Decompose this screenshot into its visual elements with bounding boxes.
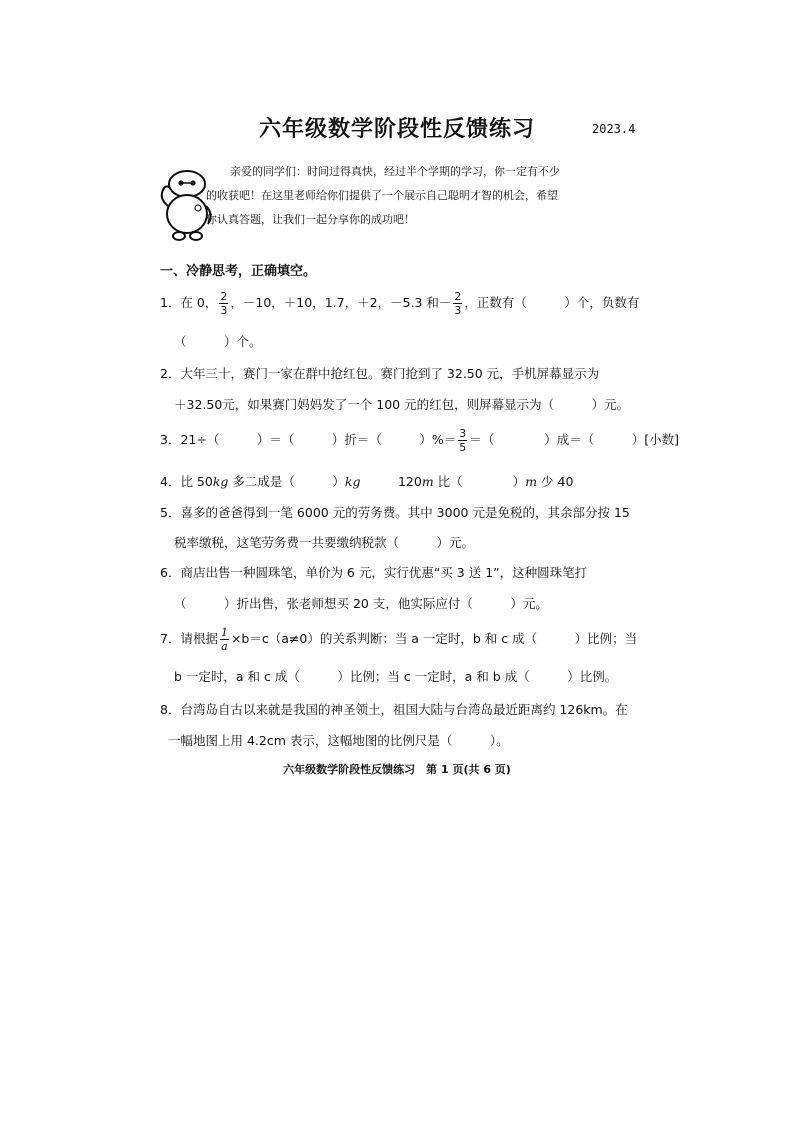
question-6-line-1: 6．商店出售一种圆珠笔，单价为 6 元，实行优惠“买 3 送 1”，这种圆珠笔打 — [160, 565, 588, 580]
fraction-denominator: a — [221, 640, 228, 653]
unit-kg: kg — [212, 474, 229, 489]
fraction-numerator: 1 — [220, 626, 228, 639]
question-8-line-1: 8．台湾岛自古以来就是我国的神圣领土，祖国大陆与台湾岛最近距离约 126km。在 — [160, 702, 628, 717]
fraction-numerator: 3 — [459, 427, 467, 440]
q4-text-a: 4．比 50 — [160, 474, 213, 489]
fraction-denominator: 3 — [220, 304, 228, 317]
section-heading: 一、冷静思考，正确填空。 — [160, 264, 317, 279]
page-footer: 六年级数学阶段性反馈练习 第 1 页(共 6 页) — [283, 763, 511, 776]
question-7-line-2: b 一定时，a 和 c 成（ ）比例；当 c 一定时，a 和 b 成（ ）比例。 — [174, 669, 618, 684]
q1-text-a: 1．在 0， — [160, 295, 218, 310]
fraction-two-thirds — [453, 290, 462, 317]
q1-text-c: ，正数有（ ）个，负数有 — [464, 295, 640, 310]
question-4 — [160, 472, 573, 490]
question-7-line-1 — [160, 626, 637, 653]
question-2-line-2: ＋32.50元，如果赛门妈妈发了一个 100 元的红包，则屏幕显示为（ ）元。 — [174, 397, 630, 412]
unit-kg: kg — [344, 474, 361, 489]
question-3 — [160, 427, 679, 454]
question-5-line-1: 5．喜多的爸爸得到一笔 6000 元的劳务费。其中 3000 元是免税的，其余部分按 15 — [160, 505, 630, 520]
fraction-one-over-a — [220, 626, 229, 653]
question-2-line-1: 2．大年三十，赛门一家在群中抢红包。赛门抢到了 32.50 元，手机屏幕显示为 — [160, 366, 600, 381]
q4-text-c: 120 — [360, 474, 422, 489]
question-6-line-2: （ ）折出售，张老师想买 20 支，他实际应付（ ）元。 — [174, 596, 548, 611]
question-5-line-2: 税率缴税，这笔劳务费一共要缴纳税款（ ）元。 — [174, 535, 475, 550]
fraction-three-fifths — [458, 427, 467, 454]
fraction-denominator: 3 — [454, 304, 462, 317]
q4-text-e: 少 40 — [537, 474, 574, 489]
q4-text-d: 比（ ） — [433, 474, 526, 489]
unit-m: m — [421, 474, 434, 489]
unit-m: m — [525, 474, 538, 489]
fraction-numerator: 2 — [454, 290, 462, 303]
page-title: 六年级数学阶段性反馈练习 — [258, 117, 535, 142]
question-1-line-1 — [160, 290, 639, 317]
q7-text-b: ×b＝c（a≠0）的关系判断：当 a 一定时，b 和 c 成（ ）比例；当 — [230, 631, 638, 646]
question-8-line-2: 一幅地图上用 4.2cm 表示，这幅地图的比例尺是（ ）。 — [168, 733, 509, 748]
q4-text-b: 多二成是（ ） — [228, 474, 345, 489]
intro-line-2: 的收获吧！在这里老师给你们提供了一个展示自己聪明才智的机会，希望 — [206, 189, 558, 202]
q7-text-a: 7．请根据 — [160, 631, 218, 646]
q3-text-b: ＝（ ）成＝（ ）[小数] — [469, 432, 679, 447]
question-1-line-2: （ ）个。 — [174, 334, 262, 349]
intro-line-1: 亲爱的同学们：时间过得真快，经过半个学期的学习，你一定有不少 — [230, 165, 560, 178]
intro-line-3: 你认真答题，让我们一起分享你的成功吧！ — [206, 213, 415, 226]
q3-text-a: 3．21÷（ ）＝（ ）折＝（ ）%＝ — [160, 432, 457, 447]
q1-text-b: ，－10，＋10，1.7，＋2，－5.3 和－ — [230, 295, 452, 310]
exam-date: 2023.4 — [592, 122, 636, 136]
fraction-numerator: 2 — [220, 290, 228, 303]
fraction-two-thirds — [219, 290, 228, 317]
fraction-denominator: 5 — [459, 441, 467, 454]
